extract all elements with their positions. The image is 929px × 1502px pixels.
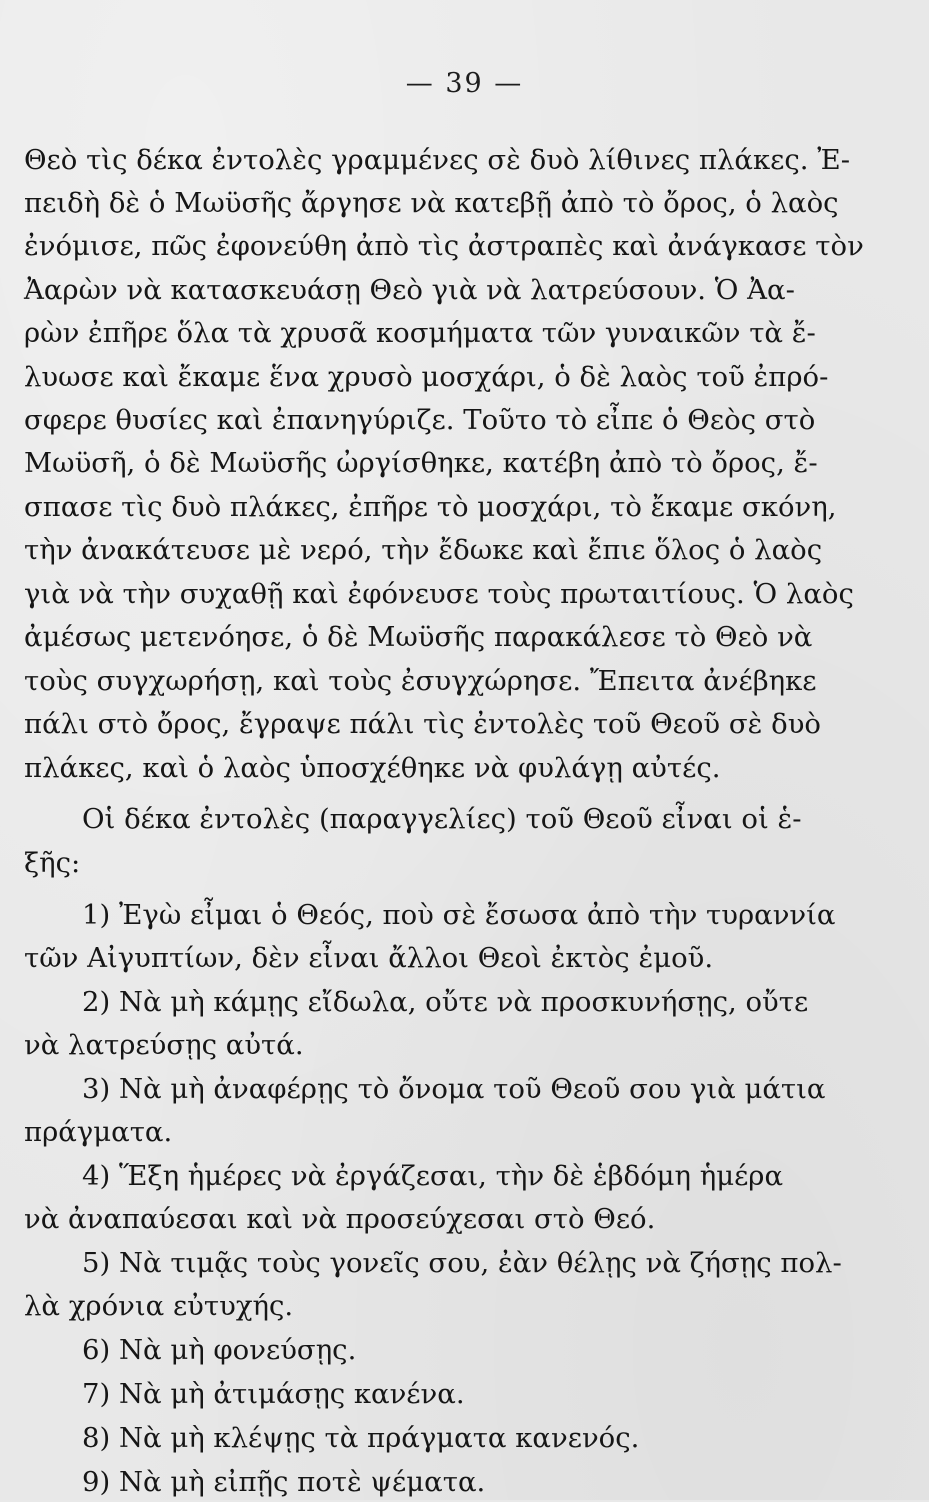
text-line: ξῆς: — [24, 847, 81, 879]
text-line: τοὺς συγχωρήσῃ, καὶ τοὺς ἐσυγχώρησε. Ἔπειτα ἀνέβηκε — [24, 665, 817, 697]
text-line: σφερε θυσίες καὶ ἐπανηγύριζε. Τοῦτο τὸ εἶπε ὁ Θεὸς στὸ — [24, 404, 816, 436]
commandment-1: 1) Ἐγὼ εἶμαι ὁ Θεός, ποὺ σὲ ἔσωσα ἀπὸ τὴν τυραννία — [82, 899, 836, 931]
text-line: πλάκες, καὶ ὁ λαὸς ὑποσχέθηκε νὰ φυλάγῃ αὐτές. — [24, 752, 721, 784]
text-line: Οἱ δέκα ἐντολὲς (παραγγελίες) τοῦ Θεοῦ εἶναι οἱ ἑ- — [82, 803, 802, 835]
commandment-2-cont: νὰ λατρεύσῃς αὐτά. — [24, 1029, 304, 1061]
commandment-5: 5) Νὰ τιμᾷς τοὺς γονεῖς σου, ἐὰν θέλῃς νὰ ζήσῃς πολ- — [82, 1247, 842, 1279]
text-line: γιὰ νὰ τὴν συχαθῇ καὶ ἐφόνευσε τοὺς πρωταιτίους. Ὁ λαὸς — [24, 578, 854, 610]
commandment-4: 4) Ἕξη ἡμέρες νὰ ἐργάζεσαι, τὴν δὲ ἑβδόμη ἡμέρα — [82, 1160, 784, 1192]
text-line: τὴν ἀνακάτευσε μὲ νερό, τὴν ἔδωκε καὶ ἔπιε ὅλος ὁ λαὸς — [24, 534, 823, 566]
text-line: πειδὴ δὲ ὁ Μωϋσῆς ἄργησε νὰ κατεβῇ ἀπὸ τὸ ὄρος, ὁ λαὸς — [24, 187, 839, 219]
text-line: Μωϋσῆ, ὁ δὲ Μωϋσῆς ὠργίσθηκε, κατέβη ἀπὸ τὸ ὄρος, ἔ- — [24, 447, 818, 479]
commandment-1-cont: τῶν Αἰγυπτίων, δὲν εἶναι ἄλλοι Θεοὶ ἐκτὸς ἐμοῦ. — [24, 942, 714, 974]
commandment-5-cont: λὰ χρόνια εὐτυχής. — [24, 1290, 294, 1322]
commandment-2: 2) Νὰ μὴ κάμῃς εἴδωλα, οὔτε νὰ προσκυνήσῃς, οὔτε — [82, 986, 809, 1018]
commandment-3: 3) Νὰ μὴ ἀναφέρῃς τὸ ὄνομα τοῦ Θεοῦ σου γιὰ μάτια — [82, 1073, 826, 1105]
page-number: — 39 — — [405, 68, 524, 99]
commandment-4-cont: νὰ ἀναπαύεσαι καὶ νὰ προσεύχεσαι στὸ Θεό. — [24, 1203, 656, 1235]
commandment-9: 9) Νὰ μὴ εἰπῇς ποτὲ ψέματα. — [82, 1466, 486, 1498]
text-line: ἀμέσως μετενόησε, ὁ δὲ Μωϋσῆς παρακάλεσε τὸ Θεὸ νὰ — [24, 621, 813, 653]
text-line: Ἀαρὼν νὰ κατασκευάσῃ Θεὸ γιὰ νὰ λατρεύσουν. Ὁ Ἀα- — [24, 274, 795, 306]
commandment-3-cont: πράγματα. — [24, 1116, 173, 1148]
commandment-7: 7) Νὰ μὴ ἀτιμάσῃς κανένα. — [82, 1378, 465, 1410]
commandment-6: 6) Νὰ μὴ φονεύσῃς. — [82, 1334, 357, 1366]
commandment-8: 8) Νὰ μὴ κλέψῃς τὰ πράγματα κανενός. — [82, 1422, 640, 1454]
text-line: σπασε τὶς δυὸ πλάκες, ἐπῆρε τὸ μοσχάρι, τὸ ἔκαμε σκόνη, — [24, 491, 837, 523]
text-line: λυωσε καὶ ἔκαμε ἕνα χρυσὸ μοσχάρι, ὁ δὲ λαὸς τοῦ ἐπρό- — [24, 361, 829, 393]
text-line: πάλι στὸ ὄρος, ἔγραψε πάλι τὶς ἐντολὲς τοῦ Θεοῦ σὲ δυὸ — [24, 708, 821, 740]
text-line: Θεὸ τὶς δέκα ἐντολὲς γραμμένες σὲ δυὸ λίθινες πλάκες. Ἐ- — [24, 144, 851, 176]
text-line: ρὼν ἐπῆρε ὅλα τὰ χρυσᾶ κοσμήματα τῶν γυναικῶν τὰ ἔ- — [24, 317, 816, 349]
text-line: ἐνόμισε, πῶς ἐφονεύθη ἀπὸ τὶς ἀστραπὲς καὶ ἀνάγκασε τὸν — [24, 230, 864, 262]
